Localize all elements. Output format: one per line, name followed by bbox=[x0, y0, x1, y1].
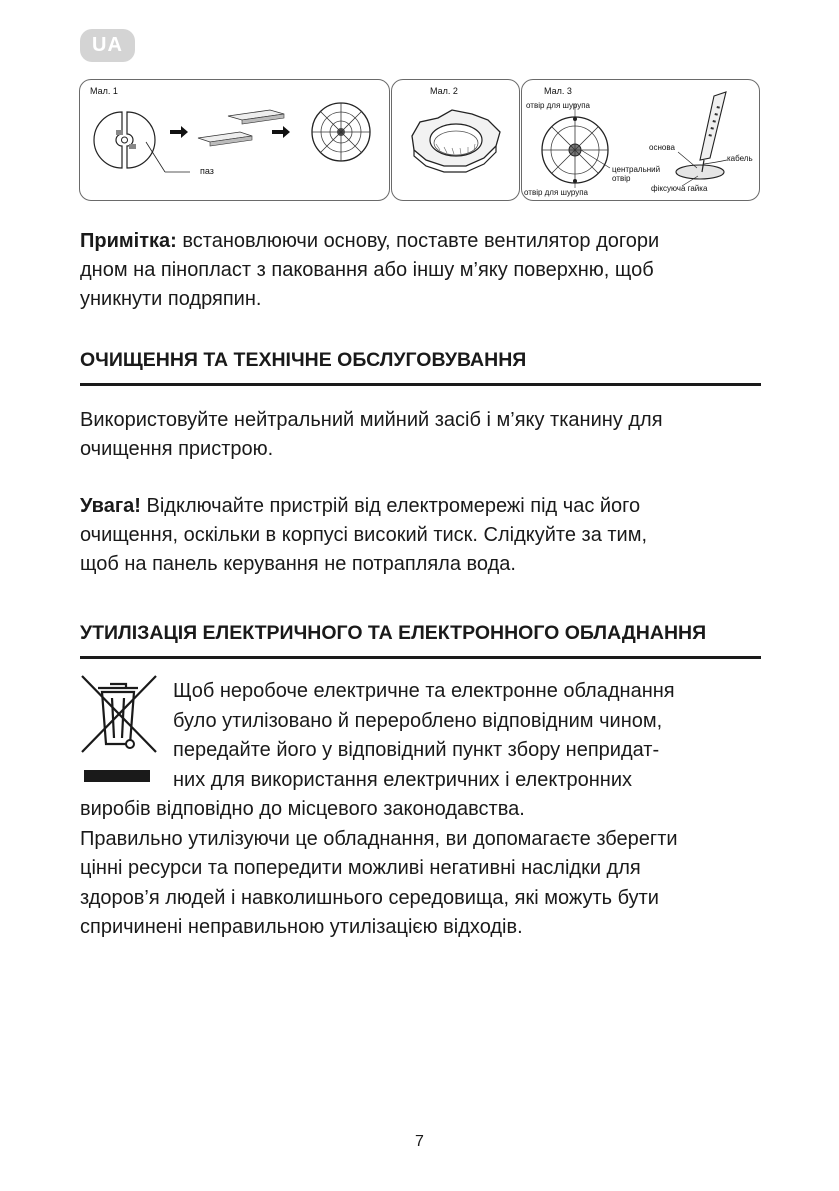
note-line-3: уникнути подряпин. bbox=[80, 288, 262, 310]
warning-line-2: очищення, оскільки в корпусі високий тиск. Слідкуйте за тим, bbox=[80, 524, 648, 546]
figure-2 bbox=[391, 79, 520, 201]
screw-hole-bottom-label: отвір для шурупа bbox=[524, 188, 588, 197]
center-hole-label-line1: центральний bbox=[612, 165, 661, 174]
lock-nut-label: фіксуюча гайка bbox=[651, 184, 708, 193]
screw-hole-top-label: отвір для шурупа bbox=[526, 101, 590, 110]
note-line-2: дном на пінопласт з паковання або іншу м’яку поверхню, щоб bbox=[80, 259, 654, 281]
warning-label: Увага! bbox=[80, 495, 141, 517]
disposal-heading: УТИЛІЗАЦІЯ ЕЛЕКТРИЧНОГО ТА ЕЛЕКТРОННОГО ОБЛАДНАННЯ bbox=[80, 622, 761, 659]
disposal-line-9: спричинені неправильною утилізацією відходів. bbox=[80, 916, 523, 938]
center-hole-label-line2: отвір bbox=[612, 174, 631, 183]
disposal-line-5: виробів відповідно до місцевого законодавства. bbox=[80, 798, 525, 820]
disposal-line-2: було утилізовано й перероблено відповідним чином, bbox=[173, 709, 663, 732]
figure-3-drawing bbox=[522, 80, 759, 200]
disposal-line-4: них для використання електричних і електронних bbox=[173, 768, 632, 791]
language-badge: UA bbox=[80, 29, 135, 62]
disposal-line-7: цінні ресурси та попередити можливі негативні наслідки для bbox=[80, 857, 641, 879]
figure-3 bbox=[521, 79, 760, 201]
cleaning-line-1: Використовуйте нейтральний мийний засіб і м’яку тканину для bbox=[80, 409, 663, 431]
base-label: основа bbox=[649, 143, 675, 152]
figure-1-drawing bbox=[80, 80, 389, 200]
warning-line-1: Відключайте пристрій від електромережі під час його bbox=[146, 495, 641, 517]
slot-label: паз bbox=[200, 166, 214, 176]
warning-paragraph bbox=[80, 492, 647, 579]
disposal-line-6: Правильно утилізуючи це обладнання, ви допомагаєте зберегти bbox=[80, 827, 678, 850]
figure-2-drawing bbox=[392, 80, 519, 200]
page-number: 7 bbox=[415, 1133, 424, 1150]
warning-line-3: щоб на панель керування не потрапляла вода. bbox=[80, 553, 516, 575]
cleaning-line-2: очищення пристрою. bbox=[80, 438, 274, 460]
cable-label: кабель bbox=[727, 154, 753, 163]
disposal-line-8: здоров’я людей і навколишнього середовища, які можуть бути bbox=[80, 886, 659, 909]
disposal-line-3: передайте його у відповідний пункт збору непридат- bbox=[173, 739, 660, 761]
disposal-line-1: Щоб неробоче електричне та електронне обладнання bbox=[173, 680, 675, 702]
figure-1 bbox=[79, 79, 390, 201]
figure-1-title: Мал. 1 bbox=[90, 86, 118, 96]
cleaning-paragraph bbox=[80, 406, 663, 464]
cleaning-heading: ОЧИЩЕННЯ ТА ТЕХНІЧНЕ ОБСЛУГОВУВАННЯ bbox=[80, 349, 761, 386]
disposal-paragraph bbox=[80, 677, 766, 943]
figure-2-title: Мал. 2 bbox=[430, 86, 458, 96]
figure-3-title: Мал. 3 bbox=[544, 86, 572, 96]
note-label: Примітка: bbox=[80, 230, 177, 252]
note-line-1: встановлюючи основу, поставте вентилятор догори bbox=[182, 230, 660, 252]
note-paragraph bbox=[80, 227, 659, 314]
